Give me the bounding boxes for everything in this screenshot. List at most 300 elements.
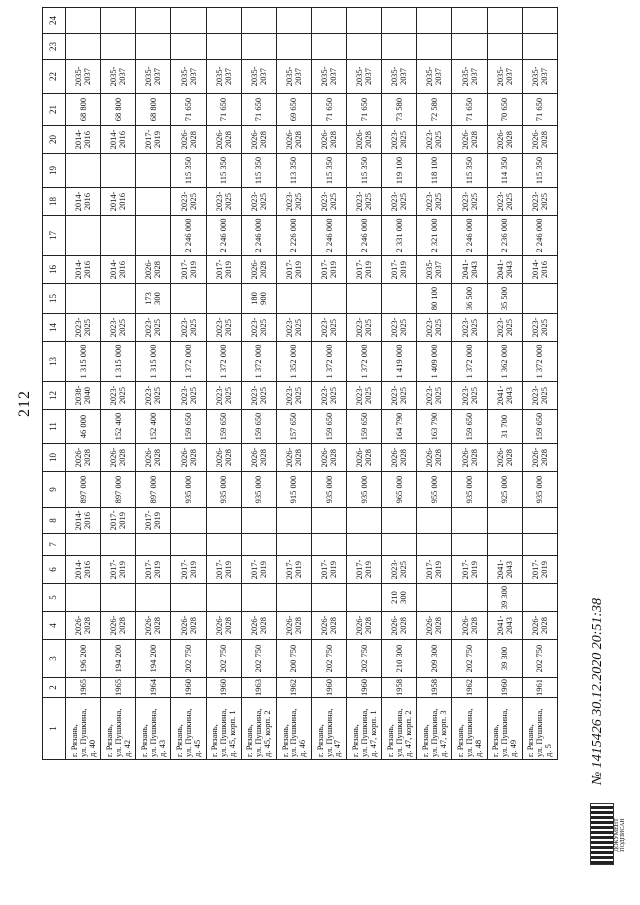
table-cell [101,534,136,556]
table-cell [206,34,241,60]
table-cell: 2026- 2028 [382,444,417,472]
table-cell: 2023- 2025 [171,382,206,410]
table-cell: 115 350 [171,154,206,188]
table-cell [452,534,487,556]
table-cell: 2023- 2025 [382,188,417,216]
address-cell: г. Рязань, ул. Пушкина, д. 45 [171,698,206,760]
table-cell: 1 315 000 [66,342,101,382]
table-row [522,8,557,760]
table-cell [136,216,171,256]
table-cell: 159 650 [452,410,487,444]
table-cell: 935 000 [171,472,206,508]
table-cell: 2023- 2025 [522,382,557,410]
column-header: 4 [43,612,66,640]
table-cell [522,34,557,60]
table-cell: 2023- 2025 [382,126,417,154]
table-cell [66,284,101,314]
table-cell: 2023- 2025 [241,188,276,216]
table-row [136,8,171,760]
table-cell: 159 650 [347,410,382,444]
table-cell: 2017- 2019 [347,556,382,584]
table-cell: 2026- 2028 [522,612,557,640]
table-cell: 68 800 [66,94,101,126]
table-cell: 2014- 2016 [101,126,136,154]
table-cell: 2026- 2028 [347,612,382,640]
table-cell: 2014- 2016 [66,256,101,284]
table-cell: 1 372 000 [522,342,557,382]
table-cell: 2014- 2016 [66,508,101,534]
table-cell: 2038- 2040 [66,382,101,410]
address-cell: г. Рязань, ул. Пушкина, д. 40 [66,698,101,760]
table-row [487,8,522,760]
table-cell [452,584,487,612]
table-cell: 2023- 2025 [417,126,452,154]
table-cell [241,584,276,612]
table-cell [382,284,417,314]
table-cell: 2014- 2016 [66,126,101,154]
table-cell: 2014- 2016 [66,188,101,216]
table-cell: 2023- 2025 [417,314,452,342]
table-cell: 2023- 2025 [66,314,101,342]
table-cell: 115 350 [522,154,557,188]
table-cell [417,508,452,534]
column-header: 23 [43,34,66,60]
table-cell [66,34,101,60]
table-cell: 2026- 2028 [171,612,206,640]
table-cell: 2023- 2025 [206,188,241,216]
table-cell: 115 350 [311,154,346,188]
table-cell: 915 000 [276,472,311,508]
table-cell: 2 246 000 [522,216,557,256]
table-row [347,8,382,760]
table-cell: 2 226 000 [276,216,311,256]
table-cell: 2023- 2025 [276,314,311,342]
table-cell: 2026- 2028 [206,126,241,154]
table-cell: 72 580 [417,94,452,126]
table-cell [311,534,346,556]
table-cell: 159 650 [171,410,206,444]
column-header: 19 [43,154,66,188]
table-cell [522,8,557,34]
column-header: 20 [43,126,66,154]
table-cell: 39 300 [487,584,522,612]
table-cell: 2035- 2037 [311,60,346,94]
table-cell: 2026- 2028 [66,612,101,640]
column-header: 24 [43,8,66,34]
table-cell: 2023- 2025 [311,382,346,410]
table-cell: 2023- 2025 [522,314,557,342]
table-cell [171,584,206,612]
table-cell: 36 500 [452,284,487,314]
table-cell: 200 750 [276,640,311,678]
table-cell [347,508,382,534]
table-cell: 2017- 2019 [136,126,171,154]
table-cell: 2023- 2025 [522,188,557,216]
table-cell: 113 350 [276,154,311,188]
capital-repair-schedule-table [42,7,558,760]
table-cell: 2017- 2019 [171,256,206,284]
table-cell: 1960 [311,678,346,698]
table-cell: 955 000 [417,472,452,508]
table-cell: 2017- 2019 [206,556,241,584]
table-cell: 1 372 000 [241,342,276,382]
table-cell: 71 650 [206,94,241,126]
table-cell: 1 352 000 [276,342,311,382]
table-cell [101,216,136,256]
table-cell: 935 000 [206,472,241,508]
table-cell: 115 350 [347,154,382,188]
table-cell: 1962 [452,678,487,698]
table-cell: 2 236 000 [487,216,522,256]
table-cell: 925 000 [487,472,522,508]
table-cell [347,584,382,612]
table-cell: 2026- 2028 [171,126,206,154]
table-cell: 2026- 2028 [452,126,487,154]
column-header: 5 [43,584,66,612]
table-cell: 69 650 [276,94,311,126]
address-cell: г. Рязань, ул. Пушкина, д. 47, корп. 1 [347,698,382,760]
address-cell: г. Рязань, ул. Пушкина, д. 49 [487,698,522,760]
table-cell: 71 650 [171,94,206,126]
table-cell: 2023- 2025 [347,188,382,216]
column-header: 6 [43,556,66,584]
table-cell: 1960 [206,678,241,698]
table-cell: 2035- 2037 [487,60,522,94]
column-header: 15 [43,284,66,314]
table-cell: 2017- 2019 [522,556,557,584]
table-cell [241,34,276,60]
table-cell: 202 750 [347,640,382,678]
table-cell: 2023- 2025 [452,382,487,410]
table-row [417,8,452,760]
table-cell: 2023- 2025 [171,314,206,342]
table-cell: 2026- 2028 [522,126,557,154]
address-cell: г. Рязань, ул. Пушкина, д. 47, корп. 3 [417,698,452,760]
table-cell [241,508,276,534]
column-header: 11 [43,410,66,444]
table-cell: 159 650 [206,410,241,444]
table-cell: 2026- 2028 [417,444,452,472]
address-cell: г. Рязань, ул. Пушкина, д. 47, корп. 2 [382,698,417,760]
table-cell [136,188,171,216]
table-cell: 1962 [276,678,311,698]
table-cell [522,584,557,612]
table-cell: 2023- 2025 [487,188,522,216]
table-cell [311,8,346,34]
table-cell: 897 000 [136,472,171,508]
table-cell: 2023- 2025 [452,314,487,342]
table-row [311,8,346,760]
table-cell: 2035- 2037 [276,60,311,94]
table-cell: 39 300 [487,640,522,678]
table-cell: 2014- 2016 [522,256,557,284]
table-cell: 173 300 [136,284,171,314]
table-cell: 935 000 [522,472,557,508]
table-cell: 2023- 2025 [452,188,487,216]
table-cell: 2026- 2028 [206,612,241,640]
table-cell [136,534,171,556]
table-cell: 71 650 [311,94,346,126]
table-cell: 965 000 [382,472,417,508]
address-cell: г. Рязань, ул. Пушкина, д. 48 [452,698,487,760]
table-cell [206,534,241,556]
address-cell: г. Рязань, ул. Пушкина, д. 46 [276,698,311,760]
table-cell [66,534,101,556]
table-cell: 73 580 [382,94,417,126]
table-cell: 2023- 2025 [101,314,136,342]
table-cell: 2035- 2037 [522,60,557,94]
table-cell [101,34,136,60]
table-cell [101,284,136,314]
table-cell: 115 350 [241,154,276,188]
column-header: 17 [43,216,66,256]
table-cell: 2023- 2025 [311,188,346,216]
table-cell: 2017- 2019 [241,556,276,584]
table-cell: 2026- 2028 [241,256,276,284]
table-cell: 1958 [382,678,417,698]
table-cell: 202 750 [311,640,346,678]
table-cell: 2035- 2037 [171,60,206,94]
table-cell: 115 350 [206,154,241,188]
table-cell: 2026- 2028 [452,612,487,640]
table-cell [136,34,171,60]
table-cell: 1 419 000 [382,342,417,382]
table-cell: 2026- 2028 [382,612,417,640]
table-cell: 2017- 2019 [347,256,382,284]
table-cell: 80 100 [417,284,452,314]
table-cell [347,284,382,314]
header-row [43,8,66,760]
table-cell: 2026- 2028 [311,444,346,472]
table-cell: 194 200 [101,640,136,678]
table-cell: 2 246 000 [206,216,241,256]
table-row [206,8,241,760]
table-cell: 2026- 2028 [241,126,276,154]
table-cell [452,8,487,34]
table-cell: 2017- 2019 [276,556,311,584]
address-cell: г. Рязань, ул. Пушкина, д. 42 [101,698,136,760]
table-cell: 2035- 2037 [136,60,171,94]
table-cell: 2023- 2025 [206,382,241,410]
table-cell [382,8,417,34]
table-cell: 2026- 2028 [241,444,276,472]
column-header: 14 [43,314,66,342]
table-cell: 2023- 2025 [276,382,311,410]
table-cell: 2017- 2019 [311,556,346,584]
table-cell: 2017- 2019 [311,256,346,284]
table-cell: 31 700 [487,410,522,444]
table-cell: 2026- 2028 [136,256,171,284]
table-cell: 2026- 2028 [206,444,241,472]
table-cell: 194 200 [136,640,171,678]
table-row [101,8,136,760]
column-header: 10 [43,444,66,472]
table-cell [487,508,522,534]
table-cell [417,534,452,556]
table-cell: 2026- 2028 [452,444,487,472]
table-cell: 2041- 2043 [487,556,522,584]
table-cell: 2023- 2025 [382,314,417,342]
table-cell: 1 372 000 [452,342,487,382]
table-cell [417,34,452,60]
table-cell: 2023- 2025 [136,382,171,410]
table-cell: 180 900 [241,284,276,314]
table-cell: 68 800 [101,94,136,126]
address-cell: г. Рязань, ул. Пушкина, д. 5 [522,698,557,760]
table-cell: 2023- 2025 [136,314,171,342]
table-cell [487,8,522,34]
table-cell [347,534,382,556]
table-cell: 2035- 2037 [101,60,136,94]
table-cell [206,508,241,534]
table-cell: 2035- 2037 [66,60,101,94]
table-cell: 1 315 000 [101,342,136,382]
table-cell [382,34,417,60]
table-cell: 2017- 2019 [136,508,171,534]
table-cell: 1963 [241,678,276,698]
table-cell: 71 650 [347,94,382,126]
table-cell [276,34,311,60]
table-cell: 2 246 000 [171,216,206,256]
table-cell: 2035- 2037 [241,60,276,94]
table-cell: 202 750 [171,640,206,678]
column-header: 7 [43,534,66,556]
table-cell: 2026- 2028 [171,444,206,472]
table-row [276,8,311,760]
address-cell: г. Рязань, ул. Пушкина, д. 43 [136,698,171,760]
table-cell: 209 300 [417,640,452,678]
stamp-label: ДОКУМЕНТ ПОДПИСАН [614,818,626,852]
table-cell: 1 362 000 [487,342,522,382]
table-cell [66,584,101,612]
table-cell: 2035- 2037 [347,60,382,94]
table-cell: 159 650 [241,410,276,444]
table-cell [382,508,417,534]
table-cell: 2023- 2025 [241,314,276,342]
table-cell [136,8,171,34]
column-header: 9 [43,472,66,508]
table-cell: 2023- 2025 [276,188,311,216]
table-cell: 210 300 [382,640,417,678]
table-row [382,8,417,760]
table-cell: 2023- 2025 [241,382,276,410]
table-cell: 2017- 2019 [276,256,311,284]
table-cell: 935 000 [241,472,276,508]
table-cell: 2017- 2019 [206,256,241,284]
table-cell [171,284,206,314]
address-cell: г. Рязань, ул. Пушкина, д. 47 [311,698,346,760]
table-cell: 70 650 [487,94,522,126]
column-header: 2 [43,678,66,698]
table-cell [276,8,311,34]
table-cell [452,508,487,534]
table-cell: 1965 [66,678,101,698]
table-cell [171,534,206,556]
table-cell: 35 500 [487,284,522,314]
table-cell: 2026- 2028 [276,444,311,472]
table-cell: 2023- 2025 [101,382,136,410]
table-cell: 2035- 2037 [206,60,241,94]
table-cell: 119 100 [382,154,417,188]
table-cell: 2026- 2028 [487,126,522,154]
table-cell: 935 000 [347,472,382,508]
table-cell [487,34,522,60]
table-cell: 897 000 [101,472,136,508]
table-cell: 152 400 [136,410,171,444]
table-cell [101,584,136,612]
table-cell: 2 246 000 [347,216,382,256]
table-cell: 1960 [171,678,206,698]
table-cell: 2041- 2043 [487,612,522,640]
table-cell: 2026- 2028 [101,444,136,472]
table-cell: 2026- 2028 [522,444,557,472]
table-cell: 1965 [101,678,136,698]
table-cell: 202 750 [452,640,487,678]
table-cell [206,8,241,34]
table-cell [276,508,311,534]
table-cell [276,284,311,314]
column-header: 16 [43,256,66,284]
table-cell [487,534,522,556]
table-cell: 2 246 000 [241,216,276,256]
table-cell: 202 750 [206,640,241,678]
table-cell [171,8,206,34]
table-cell: 1960 [487,678,522,698]
table-cell: 114 350 [487,154,522,188]
table-cell: 935 000 [311,472,346,508]
table-cell: 2023- 2025 [382,556,417,584]
table-cell: 2026- 2028 [347,126,382,154]
column-header: 1 [43,698,66,760]
table-cell: 2014- 2016 [66,556,101,584]
table-cell [66,154,101,188]
table-cell [171,508,206,534]
column-header: 13 [43,342,66,382]
table-cell: 2026- 2028 [276,612,311,640]
table-cell: 1 372 000 [171,342,206,382]
table-cell [311,284,346,314]
column-header: 3 [43,640,66,678]
table-row [171,8,206,760]
table-cell: 1 372 000 [206,342,241,382]
column-header: 8 [43,508,66,534]
table-cell: 71 650 [241,94,276,126]
table-cell: 2035- 2037 [417,60,452,94]
address-cell: г. Рязань, ул. Пушкина, д. 45, корп. 2 [241,698,276,760]
table-cell: 210 300 [382,584,417,612]
table-cell: 2017- 2019 [452,556,487,584]
column-header: 18 [43,188,66,216]
table-cell: 1 315 000 [136,342,171,382]
table-cell [241,8,276,34]
table-cell: 2 321 000 [417,216,452,256]
table-cell: 71 650 [452,94,487,126]
table-cell: 1961 [522,678,557,698]
table-cell: 2026- 2028 [241,612,276,640]
table-cell [382,534,417,556]
table-cell: 152 400 [101,410,136,444]
table-cell [347,8,382,34]
table-cell [311,584,346,612]
page-number: 212 [16,390,33,417]
column-header: 12 [43,382,66,410]
table-cell: 2017- 2019 [101,508,136,534]
table-cell: 164 790 [382,410,417,444]
table-cell: 163 790 [417,410,452,444]
table-cell: 2014- 2016 [101,256,136,284]
table-cell: 897 000 [66,472,101,508]
table-cell: 159 650 [522,410,557,444]
